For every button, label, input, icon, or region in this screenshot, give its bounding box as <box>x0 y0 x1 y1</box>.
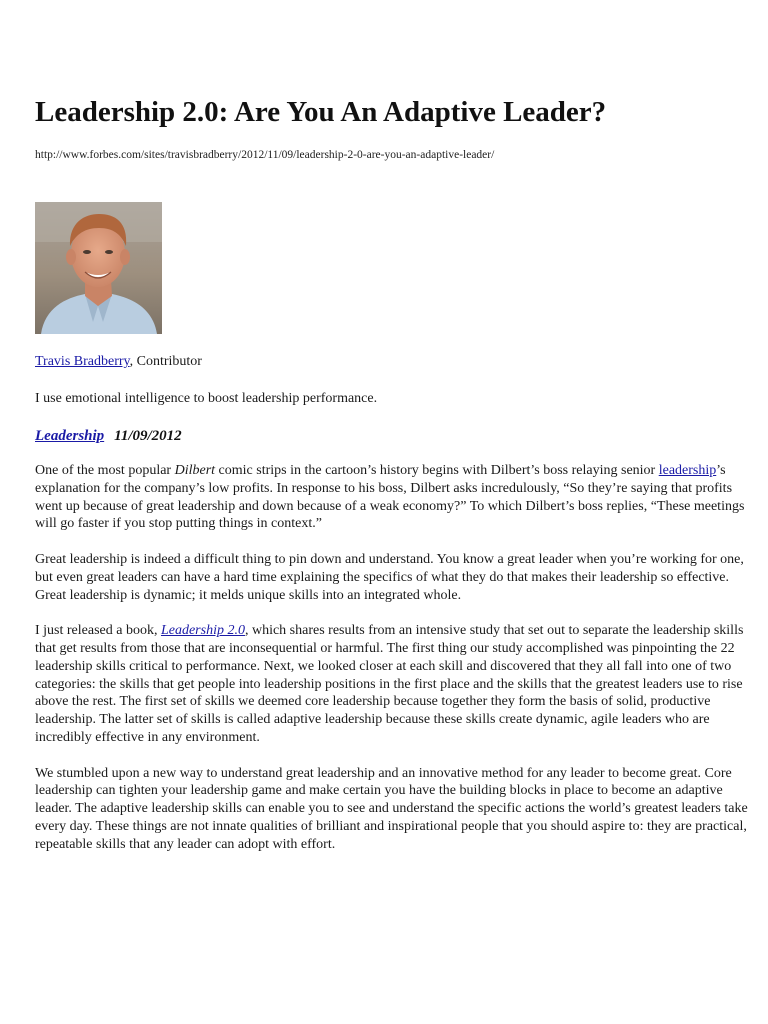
byline <box>35 352 202 372</box>
article-body <box>35 462 760 871</box>
article-meta <box>35 425 182 447</box>
category-link[interactable]: Leadership <box>35 428 105 444</box>
book-title: Leadership 2.0 <box>160 623 245 639</box>
paragraph-text: comic strips in the cartoon’s history begins with Dilbert’s boss relaying senior <box>215 463 659 478</box>
article-title: Leadership 2.0: Are You An Adaptive Leader? <box>35 96 607 128</box>
author-bio: I use emotional intelligence to boost leadership performance. <box>35 391 378 406</box>
dilbert-emphasis: Dilbert <box>174 463 216 478</box>
book-link[interactable] <box>161 623 245 638</box>
paragraph <box>35 462 760 533</box>
byline-role: , Contributor <box>129 354 202 369</box>
leadership-link[interactable]: leadership <box>658 463 717 478</box>
paragraph-text: ’s explanation for the company’s low profits. In response to his boss, Dilbert asks incredulously, “So they’re saying that profits went up because of great leadership and down because of a weak economy?” To which Dilbert’s boss replies, “These meetings will go faster if you stop putting things in context.” <box>35 463 745 532</box>
paragraph-text: I just released a book, <box>35 623 161 639</box>
author-photo <box>35 202 162 334</box>
author-link[interactable]: Travis Bradberry <box>35 354 130 369</box>
article-date: 11/09/2012 <box>114 428 182 444</box>
paragraph: Great leadership is indeed a difficult thing to pin down and understand. You know a great leader when you’re working for one, but even great leaders can have a hard time explaining the specifics of what they do that makes their leadership so effective. Great leadership is dynamic; it melds unique skills into an integrated whole. <box>35 551 744 603</box>
paragraph <box>35 622 760 747</box>
source-url: http://www.forbes.com/sites/travisbradberry/2012/11/09/leadership-2-0-are-you-an-adaptive-leader/ <box>35 149 495 161</box>
paragraph: We stumbled upon a new way to understand great leadership and an innovative method for any leader to become great. Core leadership can tighten your leadership game and make certain you have the building blocks in place to become an adaptive leader. The adaptive leadership skills can enable you to see and understand the specific actions the world’s greatest leaders take every day. These things are not innate qualities of brilliant and inspirational people that you should aspire to: they are practical, repeatable skills that any leader can adopt with effort. <box>35 765 748 852</box>
paragraph-text: One of the most popular <box>35 463 175 478</box>
paragraph-text: , which shares results from an intensive study that set out to separate the leadership skills that get results from those that are inconsequential or harmful. The first thing our study accomplished was pinpointing the 22 leadership skills critical to performance. Next, we looked closer at each skill and discovered that they all fall into one of two categories: the skills that get people into leadership positions in the first place and the skills that the greatest leaders use to rise above the rest. The first set of skills we deemed core leadership because together they form the basis of solid, productive leadership. The latter set of skills is called adaptive leadership because these skills create dynamic, agile leaders who are incredibly effective in any environment. <box>35 623 744 745</box>
